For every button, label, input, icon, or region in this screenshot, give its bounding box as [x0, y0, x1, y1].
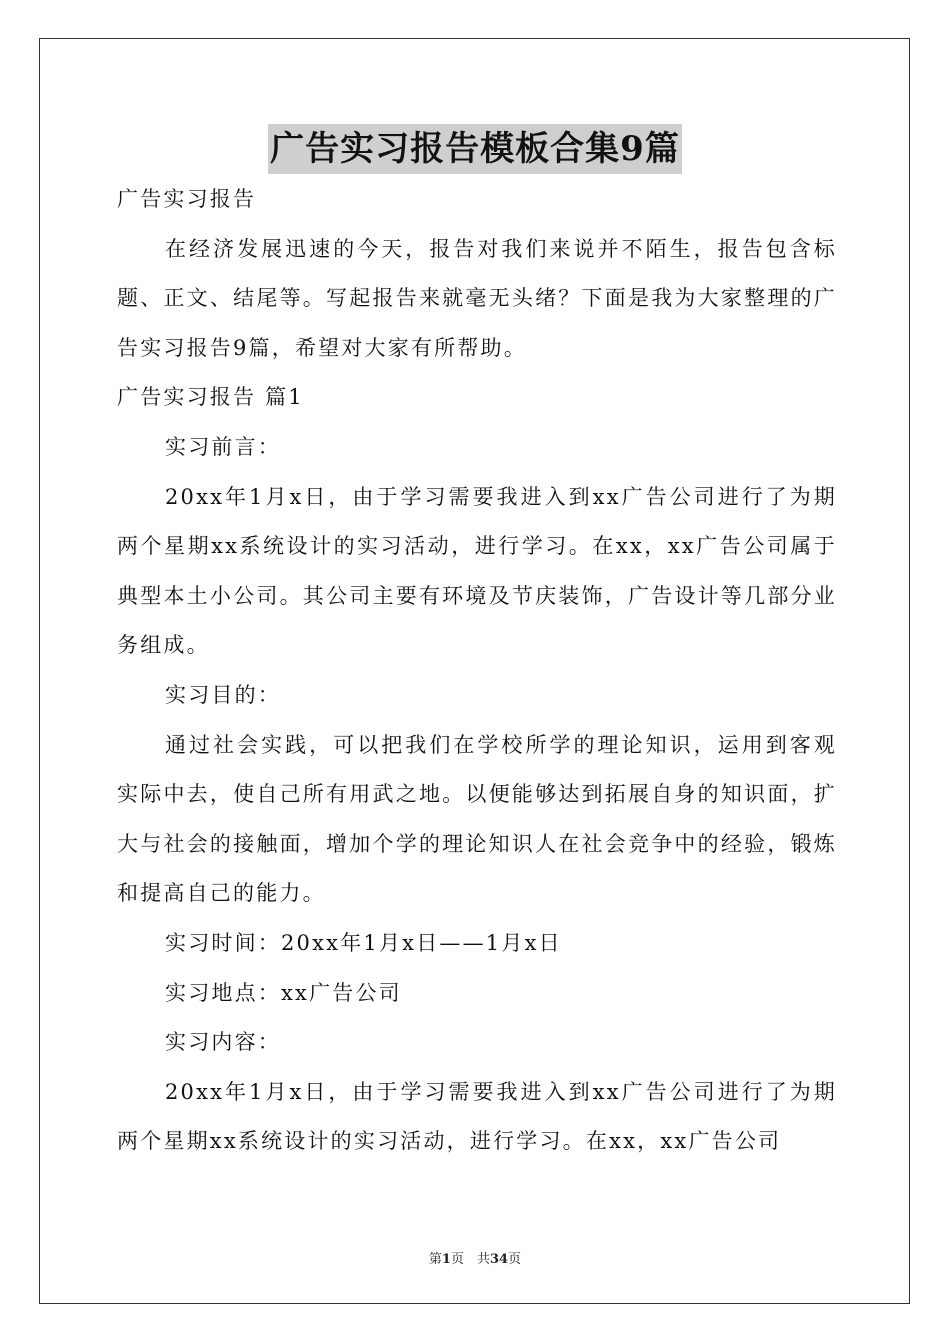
- subheading: 实习前言：: [165, 434, 281, 459]
- footer-mid: 页 共: [450, 1252, 490, 1267]
- body-paragraph: 通过社会实践，可以把我们在学校所学的理论知识，运用到客观实际中去，使自己所有用武之地。以便能够达到拓展自身的知识面，扩大与社会的接触面，增加个学的理论知识人在社会竞争中的经验，锻炼和提高自己的能力。: [117, 732, 837, 906]
- info-line: 实习时间：20xx年1月x日——1月x日: [165, 930, 562, 955]
- info-line: 实习地点：xx广告公司: [165, 980, 402, 1005]
- subheading: 实习目的：: [165, 682, 281, 707]
- section-heading: 广告实习报告: [117, 187, 257, 211]
- footer-total-pages: 34: [489, 1252, 509, 1267]
- title-wrap: [0, 124, 950, 174]
- footer-prefix: 第: [428, 1252, 442, 1267]
- footer-current-page: 1: [441, 1252, 451, 1267]
- section-heading: 广告实习报告 篇1: [117, 385, 304, 410]
- body-paragraph: 20xx年1月x日，由于学习需要我进入到xx广告公司进行了为期两个星期xx系统设计的实习活动，进行学习。在xx，xx广告公司属于典型本土小公司。其公司主要有环境及节庆装饰，广告设计等几部分业务组成。: [117, 484, 837, 658]
- document-body: [117, 175, 837, 1167]
- body-paragraph: 20xx年1月x日，由于学习需要我进入到xx广告公司进行了为期两个星期xx系统设计的实习活动，进行学习。在xx，xx广告公司: [117, 1079, 837, 1154]
- page-footer: [0, 1248, 950, 1267]
- subheading: 实习内容：: [165, 1030, 281, 1055]
- document-title: 广告实习报告模板合集9篇: [268, 124, 682, 174]
- footer-suffix: 页: [508, 1252, 522, 1267]
- intro-paragraph: 在经济发展迅速的今天，报告对我们来说并不陌生，报告包含标题、正文、结尾等。写起报告来就毫无头绪？下面是我为大家整理的广告实习报告9篇，希望对大家有所帮助。: [117, 236, 837, 360]
